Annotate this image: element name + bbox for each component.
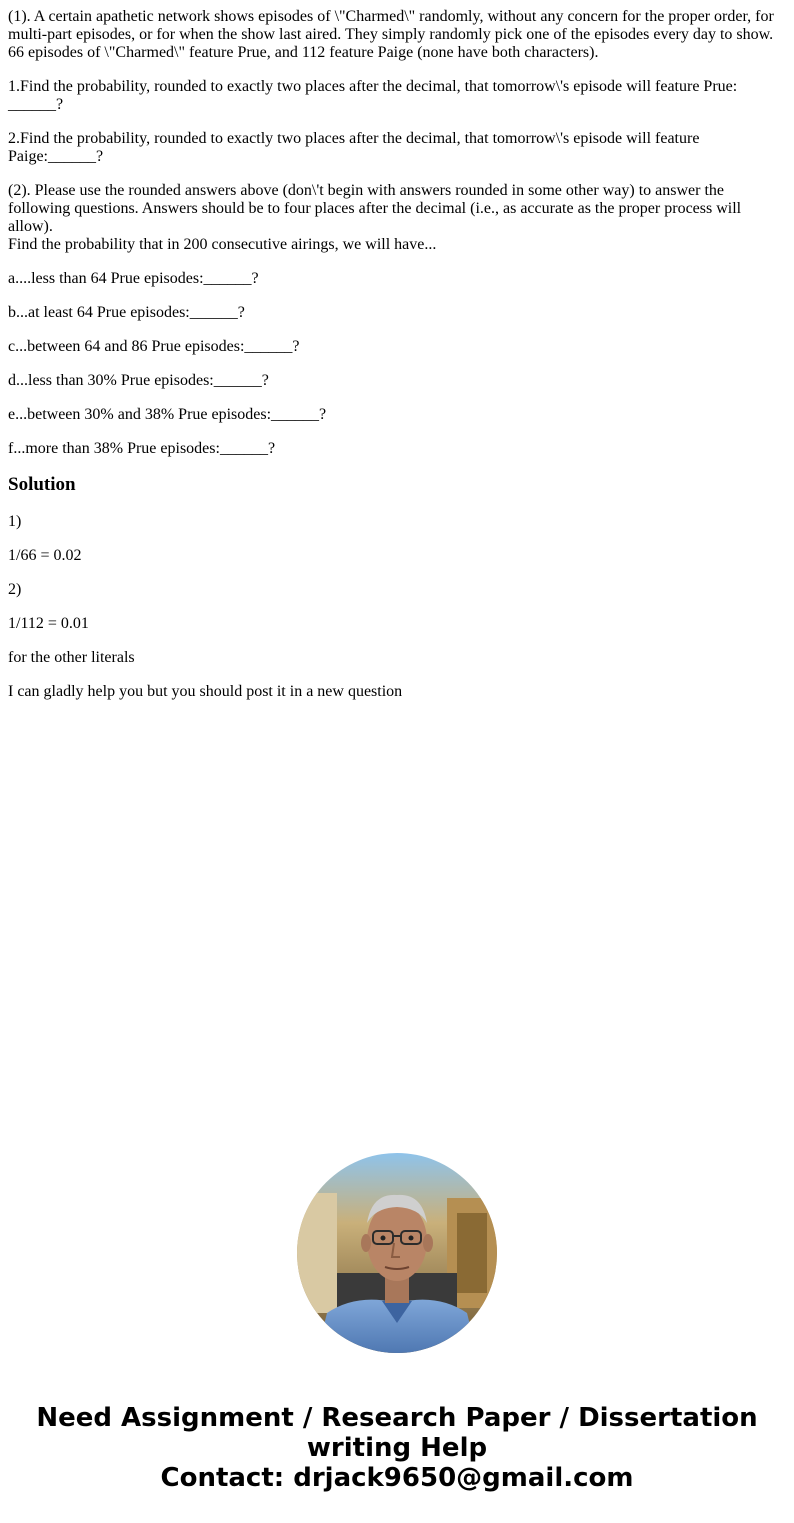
- promo-banner: [0, 1403, 794, 1493]
- question-part2-lead: Find the probability that in 200 consecutive airings, we will have...: [8, 236, 437, 253]
- solution-line: 1/66 = 0.02: [8, 547, 82, 564]
- question-item-c: c...between 64 and 86 Prue episodes:______?: [8, 338, 300, 355]
- solution-line: I can gladly help you but you should post it in a new question: [8, 683, 403, 700]
- promo-line: Need Assignment / Research Paper / Dissertation: [36, 1403, 758, 1433]
- question-item-e: e...between 30% and 38% Prue episodes:______?: [8, 406, 327, 423]
- question-part2-intro: [8, 182, 786, 254]
- promo-line: writing Help: [306, 1433, 488, 1463]
- question-2: 2.Find the probability, rounded to exactly two places after the decimal, that tomorrow\'s episode will feature Paige:______?: [8, 130, 700, 165]
- author-avatar: [297, 1153, 497, 1353]
- solution-line: 1): [8, 513, 22, 530]
- question-part2-text: (2). Please use the rounded answers above (don\'t begin with answers rounded in some other way) to answer the following questions. Answers should be to four places after the decimal (i.e., as accurate as the proper process will allow).: [8, 182, 742, 235]
- question-part1-intro: (1). A certain apathetic network shows episodes of \"Charmed\" randomly, without any concern for the proper order, for multi-part episodes, or for when the show last aired. They simply randomly pick one of the episodes every day to show. 66 episodes of \"Charmed\" feature Prue, and 112 feature Paige (none have both characters).: [8, 8, 774, 61]
- solution-line: for the other literals: [8, 649, 135, 666]
- author-portrait-image: [297, 1153, 497, 1353]
- solution-line: 1/112 = 0.01: [8, 615, 89, 632]
- question-item-a: a....less than 64 Prue episodes:______?: [8, 270, 259, 287]
- question-item-f: f...more than 38% Prue episodes:______?: [8, 440, 276, 457]
- solution-line: 2): [8, 581, 22, 598]
- document-body: [8, 8, 786, 717]
- promo-contact: Contact: drjack9650@gmail.com: [160, 1463, 634, 1493]
- question-item-b: b...at least 64 Prue episodes:______?: [8, 304, 245, 321]
- solution-heading: Solution: [8, 474, 76, 495]
- question-1: 1.Find the probability, rounded to exactly two places after the decimal, that tomorrow\'s episode will feature Prue: ______?: [8, 78, 738, 113]
- question-item-d: d...less than 30% Prue episodes:______?: [8, 372, 269, 389]
